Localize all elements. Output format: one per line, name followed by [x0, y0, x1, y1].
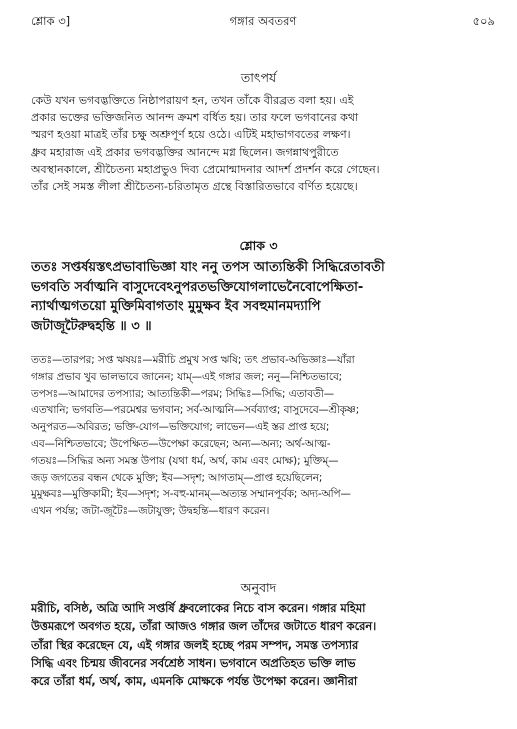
purport-line: প্রকার ভক্তের ভক্তিজনিত আনন্দ ক্রমশ বর্ধিত হয়। তার ফলে ভগবানের কথা — [31, 111, 359, 125]
purport-line: কেউ যখন ভগবদ্ভক্তিতে নিষ্ঠাপরায়ণ হন, তখন তাঁকে বীরব্রত বলা হয়। এই — [31, 94, 354, 107]
translation-heading: অনুবাদ — [240, 580, 277, 595]
translation-line: সিদ্ধি এবং চিন্ময় জীবনের সর্বশ্রেষ্ঠ সাধন। ভগবানে অপ্রতিহত ভক্তি লাভ — [31, 656, 356, 670]
synonym-line: ততঃ—তারপর; সপ্ত ঋষয়ঃ—মরীচি প্রমুখ সপ্ত ঋষি; তৎ প্রভাব-অভিজ্ঞাঃ—যাঁরা — [31, 354, 355, 366]
purport-line: অবস্থানকালে, শ্রীচৈতন্য মহাপ্রভুও দিব্য প্রেমোন্মাদনার আদর্শ প্রদর্শন করে গেছেন। — [31, 162, 380, 176]
verse-line: জটাজূটৈরুদ্বহন্তি ॥ ৩ ॥ — [31, 318, 152, 334]
verse-line: ততঃ সপ্তর্ষয়স্তৎপ্রভাবাভিজ্ঞা যাং ননু তপস আত্যন্তিকী সিদ্ধিরেতাবতী — [31, 260, 385, 275]
translation-line: মরীচি, বসিষ্ঠ, অত্রি আদি সপ্তর্ষি ধ্রুবলোকের নিচে বাস করেন। গঙ্গার মহিমা — [31, 602, 366, 615]
synonym-line: এব—নিশ্চিতভাবে; উপেক্ষিত—উপেক্ষা করেছেন; অন্য—অন্য; অর্থ-আত্ম- — [31, 437, 331, 450]
verse-line: ভগবতি সর্বাত্মনি বাসুদেবেঽনুপরতভক্তিযোগলাভেনৈবোপেক্ষিতা- — [31, 279, 364, 295]
synonym-line: তপসঃ—আমাদের তপস্যার; আত্যন্তিকী—পরম; সিদ্ধিঃ—সিদ্ধি; এতাবতী— — [31, 387, 334, 400]
verse-heading: শ্লোক ৩ — [239, 238, 278, 253]
synonym-line: মুমুক্ষবঃ—মুক্তিকামী; ইব—সদৃশ; স-বহু-মানম্—অত্যন্ত সম্মানপূর্বক; অদ্য-অপি— — [31, 488, 351, 501]
purport-line: স্মরণ হওয়া মাত্রই তাঁর চক্ষু অশ্রুপূর্ণ হয়ে ওঠে। এটিই মহাভাগবতের লক্ষণ। — [31, 128, 351, 142]
synonym-line: গতয়ঃ—সিদ্ধির অন্য সমস্ত উপায় (যথা ধর্ম, অর্থ, কাম এবং মোক্ষ); মুক্তিম্— — [31, 454, 339, 467]
synonym-line: এখন পর্যন্ত; জটা-জূটৈঃ—জটাযুক্ত; উদ্বহন্তি—ধারণ করেন। — [31, 505, 270, 518]
translation-line: করে তাঁরা ধর্ম, অর্থ, কাম, এমনকি মোক্ষকে পর্যন্ত উপেক্ষা করেন। জ্ঞানীরা — [31, 675, 358, 689]
translation-line: তাঁরা স্থির করেছেন যে, এই গঙ্গার জলই হচ্ছে পরম সম্পদ, সমস্ত তপস্যার — [31, 638, 359, 652]
page-header — [31, 13, 495, 33]
translation-text — [31, 600, 499, 691]
synonym-line: অনুপরত—অবিরত; ভক্তি-যোগ—ভক্তিযোগ; লাভেন—এই স্তর প্রাপ্ত হয়ে; — [31, 421, 330, 434]
header-chapter-title: গঙ্গার অবতরণ — [229, 14, 297, 28]
word-synonyms — [31, 352, 497, 520]
synonym-line: গঙ্গার প্রভাব খুব ভালভাবে জানেন; যাম্—এই গঙ্গার জল; ননু—নিশ্চিতভাবে; — [31, 370, 343, 383]
verse-line: ন্যার্থাত্মগতয়ো মুক্তিমিবাগতাং মুমুক্ষব ইব সবহুমানমদ্যাপি — [31, 299, 321, 314]
header-page-number: ৫০৯ — [472, 14, 495, 28]
purport-text — [31, 92, 497, 195]
purport-heading: তাৎপর্য — [240, 70, 277, 85]
sanskrit-verse — [31, 258, 499, 336]
header-verse-ref: শ্লোক ৩] — [31, 14, 71, 28]
synonym-line: এতখানি; ভগবতি—পরমেশ্বর ভগবান; সর্ব-আত্মনি—সর্বব্যাপ্ত; বাসুদেবে—শ্রীকৃষ্ণ; — [31, 404, 360, 417]
translation-line: উত্তমরূপে অবগত হয়ে, তাঁরা আজও গঙ্গার জল তাঁদের জটাতে ধারণ করেন। — [31, 620, 377, 634]
purport-line: ধ্রুব মহারাজ এই প্রকার ভগবদ্ভক্তির আনন্দে মগ্ন ছিলেন। জগন্নাথপুরীতে — [31, 145, 339, 159]
purport-line: তাঁর সেই সমস্ত লীলা শ্রীচৈতন্য-চরিতামৃত গ্রন্থে বিস্তারিতভাবে বর্ণিত হয়েছে। — [31, 180, 358, 194]
synonym-line: জড় জগতের বন্ধন থেকে মুক্তি; ইব—সদৃশ; আগতাম্—প্রাপ্ত হয়েছিলেন; — [31, 471, 323, 484]
